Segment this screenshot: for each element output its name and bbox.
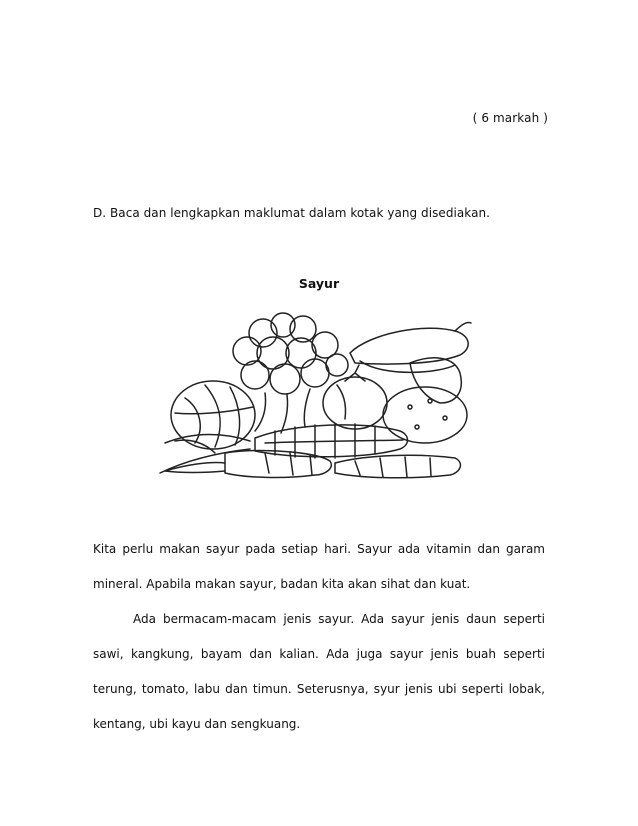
paragraph-2: Ada bermacam-macam jenis sayur. Ada sayur jenis daun seperti sawi, kangkung, bayam dan kalian. Ada juga sayur jenis buah seperti terung, tomato, labu dan timun. Seterusnya, syur jenis ubi seperti lobak, kentang, ubi kayu dan sengkuang. <box>93 612 545 731</box>
vegetables-illustration-icon <box>155 303 475 493</box>
instruction-text: D. Baca dan lengkapkan maklumat dalam kotak yang disediakan. <box>93 206 491 220</box>
section-title: Sayur <box>298 276 340 291</box>
vegetables-illustration <box>155 303 475 493</box>
paragraph-1: Kita perlu makan sayur pada setiap hari. Sayur ada vitamin dan garam mineral. Apabila makan sayur, badan kita akan sihat dan kuat. <box>93 542 545 591</box>
marks-label: ( 6 markah ) <box>472 111 548 125</box>
